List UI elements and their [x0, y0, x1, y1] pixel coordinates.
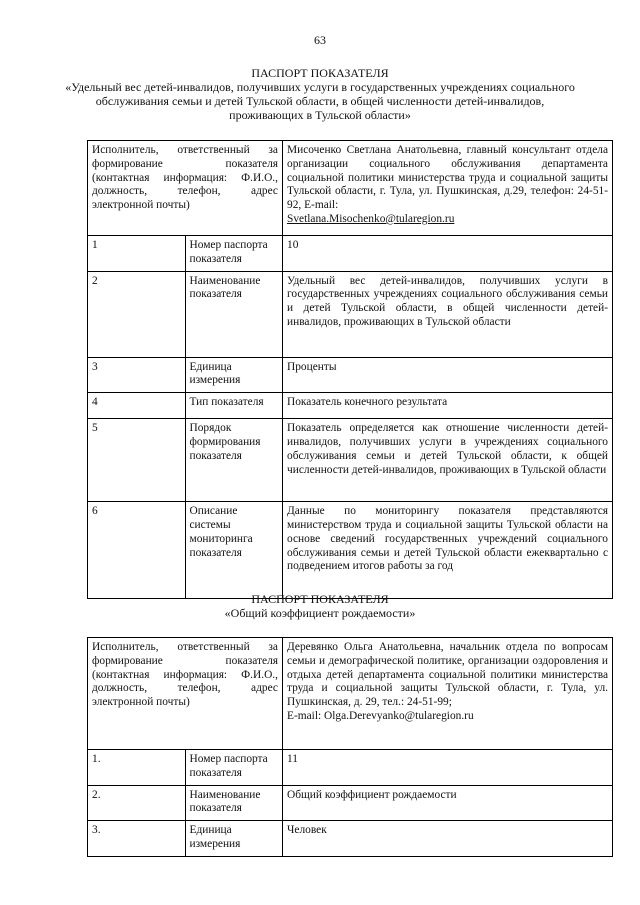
row-label: Единица измерения	[185, 357, 283, 393]
executor-row	[88, 638, 613, 750]
executor-value-cell	[283, 141, 613, 236]
executor-email: Svetlana.Misochenko@tularegion.ru	[287, 212, 455, 225]
row-value: Человек	[283, 821, 613, 857]
passport-2-title	[60, 592, 580, 620]
row-number: 1	[88, 236, 186, 272]
table-row	[88, 393, 613, 419]
row-label: Наименование показателя	[185, 785, 283, 821]
passport-2-table	[87, 637, 613, 857]
table-row	[88, 785, 613, 821]
executor-row	[88, 141, 613, 236]
row-label: Описание системы мониторинга показателя	[189, 505, 253, 559]
row-number: 5	[88, 419, 186, 502]
row-label: Тип показателя	[185, 393, 283, 419]
page-number: 63	[314, 33, 326, 47]
passport-1-subtitle: «Удельный вес детей-инвалидов, получивших услуги в государственных учреждениях социального обслуживания семьи и детей Тульской области, в общей численности детей-инвалидов, проживающих в Тульской области»	[65, 80, 575, 122]
table-row	[88, 357, 613, 393]
table-row	[88, 271, 613, 357]
row-number: 4	[88, 393, 186, 419]
row-value-cell	[283, 271, 613, 357]
row-label: Номер паспорта показателя	[185, 236, 283, 272]
row-label-cell	[185, 419, 283, 502]
row-number: 6	[88, 502, 186, 599]
row-number: 2.	[88, 785, 186, 821]
row-value: Проценты	[283, 357, 613, 393]
row-value: 10	[283, 236, 613, 272]
row-number: 2	[88, 271, 186, 357]
executor-label-cell	[88, 141, 283, 236]
executor-value: Деревянко Ольга Анатольевна, начальник отдела по вопросам семьи и демографической политике, организации оздоровления и отдыха детей департамента социальной политики министерства труда и социальной защиты Тульской области, г. Тула, ул. Пушкинская, д. 29, тел.: 24-51-99;	[287, 641, 608, 709]
executor-value-cell	[283, 638, 613, 750]
row-value: Удельный вес детей-инвалидов, получивших услуги в государственных учреждениях социального обслуживания семьи и детей Тульской области, в общей численности детей-инвалидов, проживающих в Тульской области	[287, 274, 608, 328]
table-row	[88, 236, 613, 272]
row-value: Показатель определяется как отношение численности детей-инвалидов, получивших услуги в учреждениях социального обслуживания семьи и детей Тульской области, к общей численности детей-инвалидов, проживающих в Тульской области	[287, 422, 608, 476]
table-row	[88, 419, 613, 502]
row-value: Общий коэффициент рождаемости	[283, 785, 613, 821]
row-label: Номер паспорта показателя	[185, 750, 283, 786]
row-value: 11	[283, 750, 613, 786]
row-value: Показатель конечного результата	[283, 393, 613, 419]
row-number: 3.	[88, 821, 186, 857]
passport-2-subtitle: «Общий коэффициент рождаемости»	[224, 606, 416, 620]
table-row	[88, 750, 613, 786]
table-row	[88, 821, 613, 857]
executor-email: E-mail: Olga.Derevyanko@tularegion.ru	[287, 709, 474, 722]
executor-value: Мисоченко Светлана Анатольевна, главный консультант отдела организации социального обслуживания департамента социальной политики министерства труда и социальной защиты Тульской области, г. Тула, ул. Пушкинская, д.29, телефон: 24-51-92, E-mail:	[287, 144, 608, 212]
row-value-cell	[283, 419, 613, 502]
passport-1-heading: ПАСПОРТ ПОКАЗАТЕЛЯ	[251, 66, 389, 80]
row-label-cell	[185, 502, 283, 599]
executor-label: Исполнитель, ответственный за формирование показателя (контактная информация: Ф.И.О., должность, телефон, адрес электронной почты)	[92, 144, 278, 212]
row-label: Порядок формирования показателя	[189, 422, 261, 462]
executor-label: Исполнитель, ответственный за формирование показателя (контактная информация: Ф.И.О., должность, телефон, адрес электронной почты)	[92, 641, 278, 709]
passport-1-title	[60, 66, 580, 122]
row-number: 1.	[88, 750, 186, 786]
passport-1-table	[87, 140, 613, 599]
row-label: Наименование показателя	[185, 271, 283, 357]
row-label: Единица измерения	[185, 821, 283, 857]
row-value-cell	[283, 502, 613, 599]
table-row	[88, 502, 613, 599]
executor-label-cell	[88, 638, 283, 750]
passport-2-heading: ПАСПОРТ ПОКАЗАТЕЛЯ	[251, 592, 389, 606]
row-value: Данные по мониторингу показателя представляются министерством труда и социальной защиты Тульской области на основе сведений государственных учреждений социального обслуживания семьи и детей Тульской области ежеквартально с подведением итогов работы за год	[287, 505, 608, 573]
row-number: 3	[88, 357, 186, 393]
